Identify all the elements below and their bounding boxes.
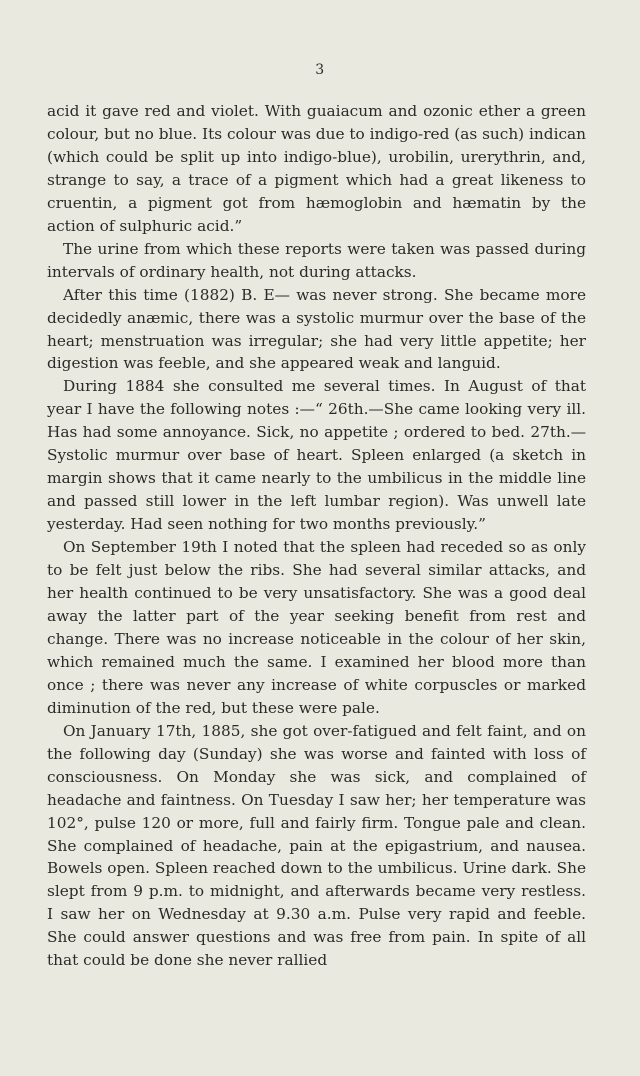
paragraph-after-1882: After this time (1882) B. E— was never strong. She became more decidedly anæmic, there was a systolic murmur over the base of the heart; menstruation was irregular; she had very little appetite; her digestion was feeble, and she appeared weak and languid. [47,285,586,373]
paragraph-during-1884: During 1884 she consulted me several times. In August of that year I have the following notes :—“ 26th.—She came looking very ill. Has had some annoyance. Sick, no appetite ; ordered to bed. 27th.—Systolic murmur over base of heart. Spleen enlarged (a sketch in margin shows that it came nearly to the umbilicus in the middle line and passed still lower in the left lumbar region). Was unwell late yesterday. Had seen nothing for two months previously.” [47,377,586,534]
paragraph-september-19th: On September 19th I noted that the spleen had receded so as only to be felt just below the ribs. She had several similar attacks, and her health continued to be very unsatisfactory. She was a good deal away the latter part of the year seeking benefit from rest and change. There was no increase noticeable in the colour of her skin, which remained much the same. I examined her blood more than once ; there was never any increase of white corpuscles or marked diminution of the red, but these were pale. [47,538,586,717]
paragraph-january-17th-1885: On January 17th, 1885, she got over-fatigued and felt faint, and on the following day (Sunday) she was worse and fainted with loss of consciousness. On Monday she was sick, and complained of headache and faintness. On Tuesday I saw her; her temperature was 102°, pulse 120 or more, full and fairly firm. Tongue pale and clean. She complained of headache, pain at the epigastrium, and nausea. Bowels open. Spleen reached down to the umbilicus. Urine dark. She slept from 9 p.m. to midnight, and afterwards became very restless. I saw her on Wednesday at 9.30 a.m. Pulse very rapid and feeble. She could answer questions and was free from pain. In spite of all that could be done she never rallied [47,721,586,970]
paragraph-urine-reports: The urine from which these reports were taken was passed during intervals of ordinary health, not during attacks. [47,239,586,281]
body-text [47,100,586,972]
page-number: 3 [315,62,325,78]
paragraph-urine-pigments: acid it gave red and violet. With guaiacum and ozonic ether a green colour, but no blue. Its colour was due to indigo-red (as such) indican (which could be split up into indigo-blue), urobilin, urerythrin, and, strange to say, a trace of a pigment which had a great likeness to cruentin, a pigment got from hæmoglobin and hæmatin by the action of sulphuric acid.” [47,102,586,235]
